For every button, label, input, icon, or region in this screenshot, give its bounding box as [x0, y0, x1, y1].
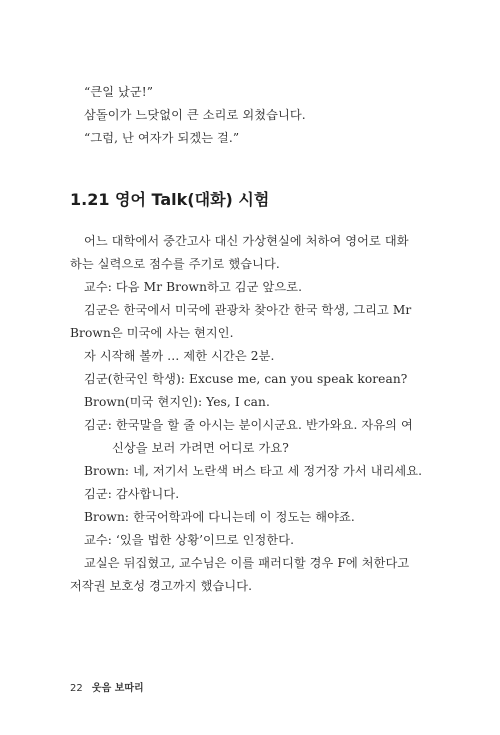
body-line-1: 어느 대학에서 중간고사 대신 가상현실에 처하여 영어로 대화	[84, 234, 409, 248]
body-line-9: 김군: 한국말을 할 줄 아시는 분이시군요. 반가와요. 자유의 여	[84, 418, 413, 432]
body-line-7: 김군(한국인 학생): Excuse me, can you speak korean?	[84, 372, 408, 386]
body-line-11: Brown: 네, 저기서 노란색 버스 타고 세 정거장 가서 내리세요.	[84, 464, 423, 478]
body-line-14: 교수: ‘있을 법한 상황’이므로 인정한다.	[84, 533, 295, 547]
book-title: 웃음 보따리	[91, 683, 144, 694]
body-line-3: 교수: 다음 Mr Brown하고 김군 앞으로.	[84, 280, 303, 294]
body-line-2: 하는 실력으로 점수를 주기로 했습니다.	[70, 257, 280, 271]
intro-line-1: “큰일 났군!”	[84, 85, 154, 99]
intro-line-2: 삼돌이가 느닷없이 큰 소리로 외쳤습니다.	[84, 108, 306, 122]
body-line-5: Brown은 미국에 사는 현지인.	[70, 326, 234, 340]
body-line-4: 김군은 한국에서 미국에 관광차 찾아간 한국 학생, 그리고 Mr	[84, 303, 412, 317]
body-line-10: 신상을 보러 가려면 어디로 가요?	[112, 441, 289, 455]
body-line-16: 저작권 보호성 경고까지 했습니다.	[70, 579, 253, 593]
section-heading: 1.21 영어 Talk(대화) 시험	[70, 190, 270, 209]
body-line-15: 교실은 뒤집혔고, 교수님은 이를 패러디할 경우 F에 처한다고	[84, 556, 410, 570]
intro-line-3: “그럼, 난 여자가 되겠는 걸.”	[84, 131, 240, 145]
body-line-13: Brown: 한국어학과에 다니는데 이 정도는 해야죠.	[84, 510, 355, 524]
body-line-8: Brown(미국 현지인): Yes, I can.	[84, 395, 270, 409]
body-line-6: 자 시작해 볼까 … 제한 시간은 2분.	[84, 349, 275, 363]
page-footer	[70, 682, 144, 696]
page-number: 22	[70, 683, 83, 694]
body-line-12: 김군: 감사합니다.	[84, 487, 180, 501]
